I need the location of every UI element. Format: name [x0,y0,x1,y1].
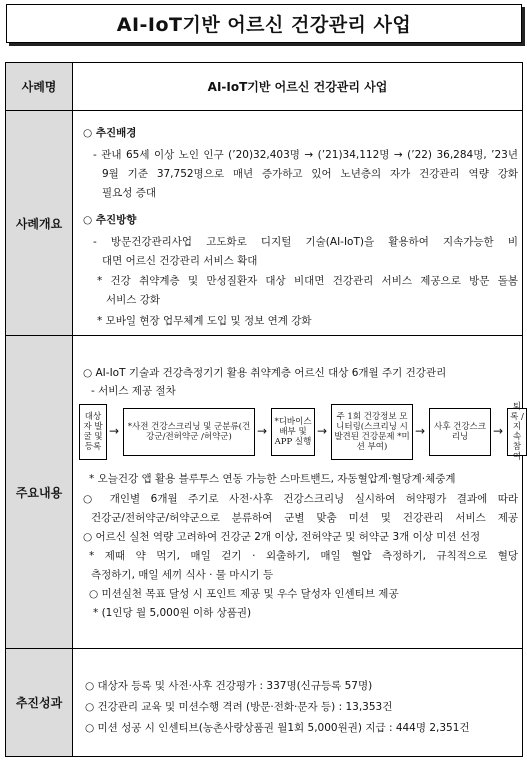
flow-step-1: 대상자 발굴 및 등록 [79,404,107,460]
row-case-name [6,63,522,111]
flow-step-6: 퇴록 / 지속 참여 [507,408,527,456]
results-content [73,649,522,756]
bg-heading: ○ 추진배경 [83,127,137,139]
flow-arrow-icon: → [317,424,328,438]
row-results [6,649,522,756]
results-line-2: ○ 건강관리 교육 및 미션수행 격려 (방문·전화·문자 등) : 13,353건 [85,701,393,713]
main-line-5: 건강군/전허약군/허약군으로 분류하여 군별 맞춤 미션 및 건강관리 서비스 제공 [91,512,518,524]
overview-content [73,111,522,335]
dir-line-5: * 모바일 현장 업무체계 도입 및 정보 연계 강화 [97,315,312,327]
main-line-10: * (1인당 월 5,000원 이하 상품권) [93,607,252,619]
dir-line-3: * 건강 취약계층 및 만성질환자 대상 비대면 건강관리 서비스 제공으로 방문 돌봄 [97,275,518,287]
flow-arrow-icon: → [493,424,504,438]
label-main: 주요내용 [6,336,73,648]
row-overview [6,111,522,336]
main-line-4: ○ 개인별 6개월 주기로 사전·사후 건강스크리닝 실시하여 허약평가 결과에 따라 [83,493,518,505]
main-line-8: 측정하기, 매일 세끼 식사 · 물 마시기 등 [91,569,274,581]
main-line-9: ○ 미션실천 목표 달성 시 포인트 제공 및 우수 달성자 인센티브 제공 [89,588,399,600]
flow-step-3: *디바이스 배부 및 APP 실행 [271,408,315,456]
main-line-1: ○ AI-IoT 기술과 건강측정기기 활용 취약계층 어르신 대상 6개월 주기 건강관리 [83,367,447,379]
flow-arrow-icon: → [257,424,268,438]
label-results: 추진성과 [6,649,73,756]
dir-heading: ○ 추진방향 [83,214,137,226]
flow-step-4: 주 1회 건강정보 모니터링(스크리닝 시 발견된 건강문제 *미션 부여) [331,404,413,460]
bg-line-1: - 관내 65세 이상 노인 인구 (’20)32,403명 → (’21)34,112명 → (’22) 36,284명, ’23년 [93,149,518,161]
dir-line-2: 대면 어르신 건강관리 서비스 확대 [102,255,258,267]
main-line-6: ○ 어르신 실천 역량 고려하여 건강군 2개 이상, 전허약군 및 허약군 3개 이상 미션 선정 [83,531,481,543]
flow-step-5: 사후 건강스크리닝 [429,408,491,456]
main-line-7: * 제때 약 먹기, 매일 걷기 · 외출하기, 매일 혈압 측정하기, 규칙적으로 혈당 [89,550,518,562]
dir-line-1: - 방문건강관리사업 고도화로 디지털 기술(AI-IoT)을 활용하여 지속가능한 비 [93,236,518,248]
row-main [6,336,522,649]
flow-step-2: *사전 건강스크리닝 및 군분류(건강군/전허약군 /허약군) [123,408,255,456]
document-title-box [6,4,522,43]
info-table [5,62,523,757]
flow-arrow-icon: → [109,424,120,438]
flow-arrow-icon: → [415,424,426,438]
label-overview: 사례개요 [6,111,73,335]
case-name-value: AI-IoT기반 어르신 건강관리 사업 [207,80,388,94]
results-line-3: ○ 미션 성공 시 인센티브(농촌사랑상품권 월1회 5,000원권) 지급 : 444명 2,351건 [85,722,470,734]
main-line-3: * 오늘건강 앱 활용 블루투스 연동 가능한 스마트밴드, 자동혈압계·혈당계·체중계 [89,473,456,485]
main-content [73,336,522,648]
bg-line-2: 9월 기준 37,752명으로 매년 증가하고 있어 노년층의 자가 건강관리 역량 강화 [102,168,518,180]
dir-line-4: 서비스 강화 [106,294,161,306]
results-line-1: ○ 대상자 등록 및 사전·사후 건강평가 : 337명(신규등록 57명) [85,680,373,692]
main-line-2: - 서비스 제공 절차 [91,385,176,397]
document-title: AI-IoT기반 어르신 건강관리 사업 [116,14,412,36]
label-case-name: 사례명 [6,63,73,110]
bg-line-3: 필요성 증대 [102,187,157,199]
